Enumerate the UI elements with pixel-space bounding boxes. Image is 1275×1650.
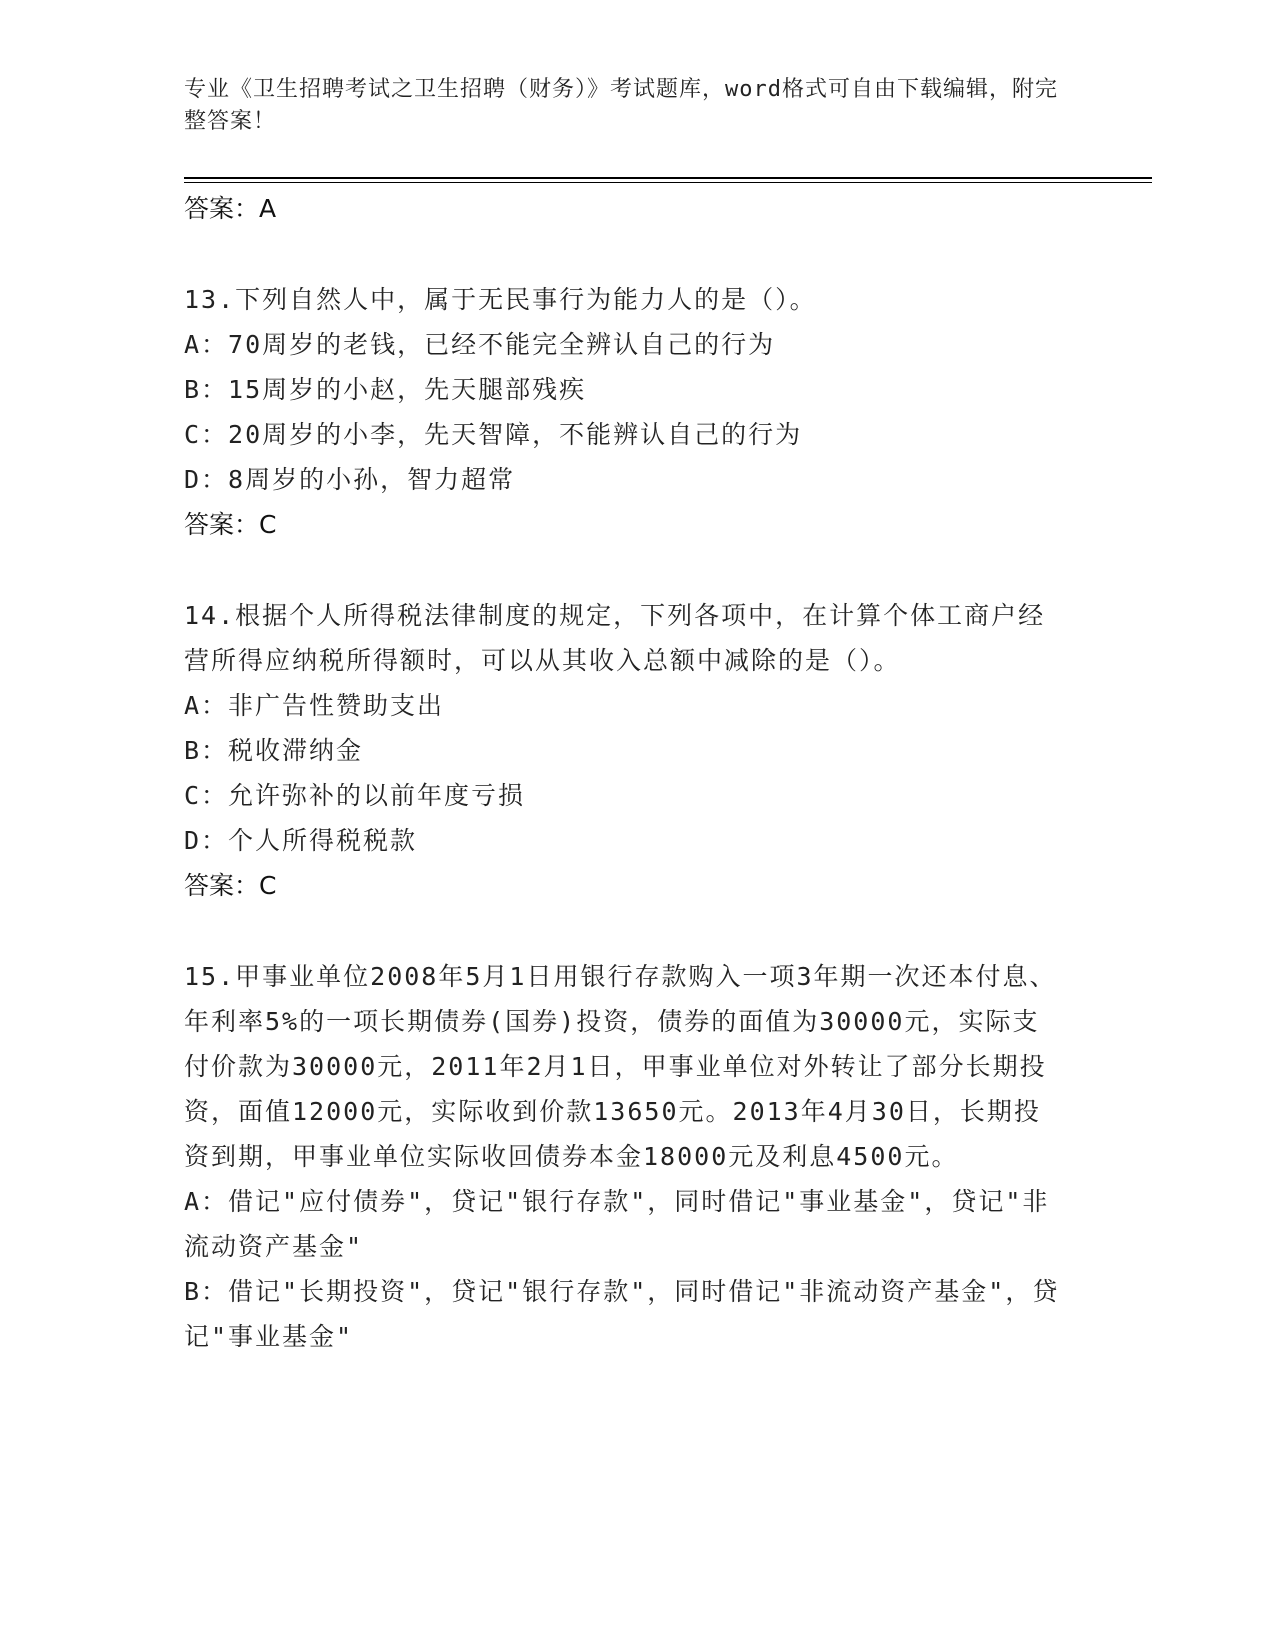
- option-a: A：非广告性赞助支出: [184, 691, 445, 720]
- header-divider-thick: [184, 177, 1152, 179]
- option-c: C：20周岁的小李，先天智障，不能辨认自己的行为: [184, 420, 803, 449]
- option-a: A：借记"应付债券"，贷记"银行存款"，同时借记"事业基金"，贷记"非流动资产基金": [184, 1187, 1050, 1261]
- question-text: 13.下列自然人中，属于无民事行为能力人的是（）。: [184, 285, 817, 314]
- option-b: B：借记"长期投资"，贷记"银行存款"，同时借记"非流动资产基金"，贷记"事业基金": [184, 1277, 1060, 1351]
- option-c: C：允许弥补的以前年度亏损: [184, 781, 526, 810]
- option-d: D：个人所得税税款: [184, 826, 418, 855]
- page-header: 专业《卫生招聘考试之卫生招聘（财务）》考试题库，word格式可自由下载编辑，附完整答案！: [184, 77, 1058, 134]
- option-b: B：15周岁的小赵，先天腿部残疾: [184, 375, 587, 404]
- question-13: [184, 277, 1064, 547]
- answer: 答案：C: [184, 871, 277, 900]
- question-14: [184, 593, 1064, 908]
- option-a: A：70周岁的老钱，已经不能完全辨认自己的行为: [184, 330, 776, 359]
- header-divider-thin: [184, 182, 1152, 183]
- option-b: B：税收滞纳金: [184, 736, 364, 765]
- question-text: 14.根据个人所得税法律制度的规定，下列各项中，在计算个体工商户经营所得应纳税所得额时，可以从其收入总额中减除的是（）。: [184, 601, 1046, 675]
- option-d: D：8周岁的小孙，智力超常: [184, 465, 516, 494]
- document-body: [184, 186, 1064, 1359]
- previous-answer: 答案：A: [184, 194, 277, 223]
- question-15: [184, 954, 1064, 1359]
- answer: 答案：C: [184, 510, 277, 539]
- question-text: 15.甲事业单位2008年5月1日用银行存款购入一项3年期一次还本付息、年利率5%的一项长期债券(国券)投资，债券的面值为30000元，实际支付价款为30000元，2011年2月1日，甲事业单位对外转让了部分长期投资，面值12000元，实际收到价款13650元。2013年4月30日，长期投资到期，甲事业单位实际收回债券本金18000元及利息4500元。: [184, 962, 1057, 1171]
